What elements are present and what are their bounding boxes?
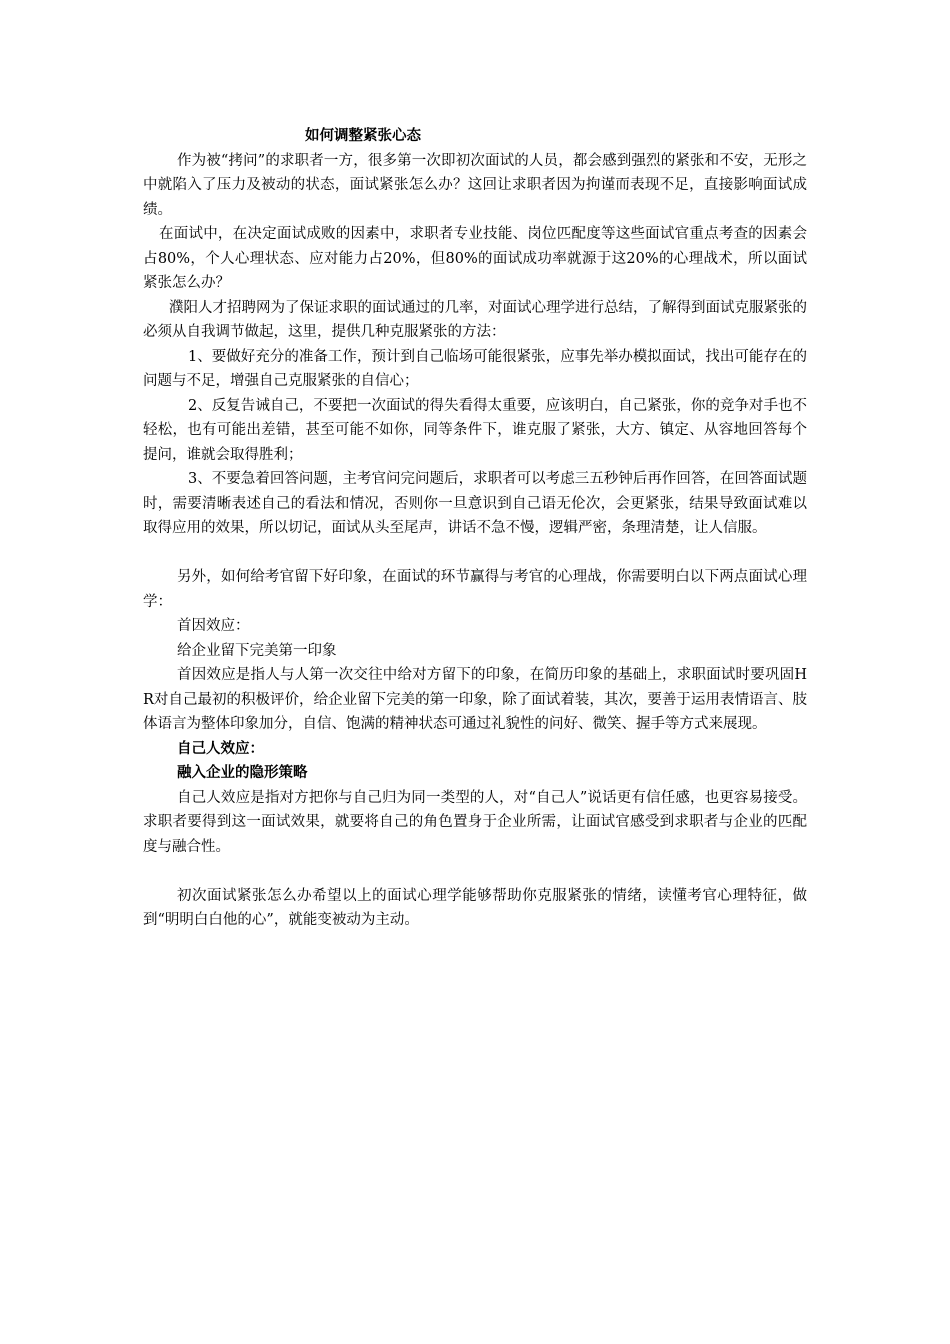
blank-line: [143, 541, 807, 566]
paragraph-intro: 作为被“拷问”的求职者一方，很多第一次即初次面试的人员，都会感到强烈的紧张和不安，无形之中就陷入了压力及被动的状态，面试紧张怎么办？这回让求职者因为拘谨而表现不足，直接影响面试成绩。: [143, 152, 807, 218]
section-subheading-primacy: 给企业留下完美第一印象: [177, 642, 337, 659]
paragraph-factors: 在面试中，在决定面试成败的因素中，求职者专业技能、岗位匹配度等这些面试官重点考查的因素会占80%，个人心理状态、应对能力占20%，但80%的面试成功率就源于这20%的心理战术，所以面试紧张怎么办？: [143, 226, 807, 291]
document-title: 如何调整紧张心态: [305, 128, 421, 144]
paragraph-insider: 自己人效应是指对方把你与自己归为同一类型的人，对“自己人”说话更有信任感，也更容易接受。求职者要得到这一面试效果，就要将自己的角色置身于企业所需，让面试官感受到求职者与企业的匹配度与融合性。: [143, 789, 807, 855]
method-item-1: 1、要做好充分的准备工作，预计到自己临场可能很紧张，应事先举办模拟面试，找出可能存在的问题与不足，增强自己克服紧张的自信心；: [143, 348, 807, 389]
section-heading-insider: 自己人效应：: [177, 740, 264, 757]
document-page: [143, 124, 807, 933]
blank-line: [143, 859, 807, 884]
paragraph-impression: 另外，如何给考官留下好印象，在面试的环节赢得与考官的心理战，你需要明白以下两点面试心理学：: [143, 569, 807, 610]
method-item-3: 3、不要急着回答问题，主考官问完问题后，求职者可以考虑三五秒钟后再作回答，在回答面试题时，需要清晰表述自己的看法和情况，否则你一旦意识到自己语无伦次，会更紧张，结果导致面试难以取得应用的效果，所以切记，面试从头至尾声，讲话不急不慢，逻辑严密，条理清楚，让人信服。: [143, 471, 807, 536]
section-heading-primacy: 首因效应：: [177, 618, 250, 634]
paragraph-summary: 濮阳人才招聘网为了保证求职的面试通过的几率，对面试心理学进行总结，了解得到面试克服紧张的必须从自我调节做起，这里，提供几种克服紧张的方法：: [143, 299, 807, 340]
section-subheading-insider: 融入企业的隐形策略: [177, 765, 308, 781]
paragraph-conclusion: 初次面试紧张怎么办希望以上的面试心理学能够帮助你克服紧张的情绪，读懂考官心理特征，做到“明明白白他的心”，就能变被动为主动。: [143, 887, 807, 928]
method-item-2: 2、反复告诫自己，不要把一次面试的得失看得太重要，应该明白，自己紧张，你的竞争对手也不轻松，也有可能出差错，甚至可能不如你，同等条件下，谁克服了紧张，大方、镇定、从容地回答每个提问，谁就会取得胜利；: [143, 397, 807, 463]
paragraph-primacy: 首因效应是指人与人第一次交往中给对方留下的印象，在简历印象的基础上，求职面试时要巩固HR对自己最初的积极评价，给企业留下完美的第一印象，除了面试着装，其次，要善于运用表情语言、肢体语言为整体印象加分，自信、饱满的精神状态可通过礼貌性的问好、微笑、握手等方式来展现。: [143, 667, 807, 732]
